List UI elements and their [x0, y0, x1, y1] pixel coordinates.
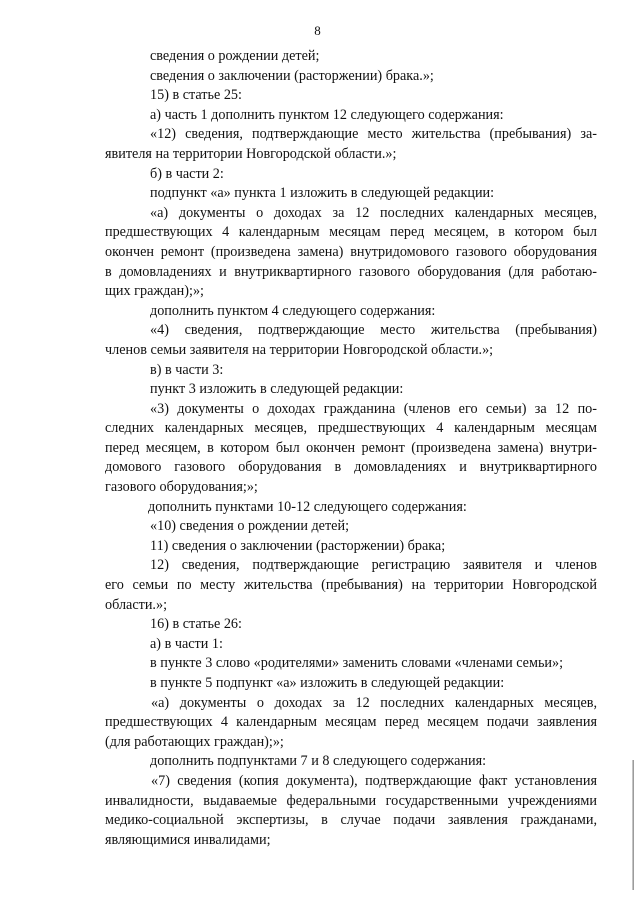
text-line: (для работающих граждан);»;	[105, 733, 284, 750]
text-line: «а) документы о доходах за 12 последних календарных месяцев,	[150, 204, 597, 221]
text-line: в) в части 3:	[150, 361, 224, 378]
text-line: области.»;	[105, 596, 168, 613]
text-line: дополнить пунктами 10-12 следующего содержания:	[148, 498, 467, 515]
text-line: «4) сведения, подтверждающие место жительства (пребывания)	[150, 322, 597, 339]
text-line: перед месяцем, в котором был окончен ремонт (произведена замена) внутри-	[105, 439, 597, 456]
text-line: медико-социальной экспертизы, в случае подачи заявления гражданами,	[105, 812, 597, 829]
text-line: подпункт «а» пункта 1 изложить в следующей редакции:	[150, 185, 495, 202]
text-line: явителя на территории Новгородской области.»;	[105, 145, 397, 162]
text-line: сведения о заключении (расторжении) брака.»;	[150, 67, 434, 84]
text-line: «7) сведения (копия документа), подтверждающие факт установления	[151, 772, 597, 789]
text-line: пункт 3 изложить в следующей редакции:	[150, 381, 404, 398]
scan-edge-shadow	[632, 760, 634, 890]
text-line: в домовладениях и внутриквартирного газового оборудования (для работаю-	[105, 263, 597, 280]
text-line: газового оборудования;»;	[105, 479, 258, 496]
text-line: б) в части 2:	[150, 165, 224, 182]
text-line: 16) в статье 26:	[150, 616, 242, 633]
document-body	[105, 47, 597, 850]
text-line: в пункте 5 подпункт «а» изложить в следующей редакции:	[150, 675, 505, 691]
page-number: 8	[314, 23, 321, 38]
text-line: домового газового оборудования в домовладениях и внутриквартирного	[105, 459, 597, 476]
text-line: 15) в статье 25:	[150, 87, 242, 104]
text-line: 11) сведения о заключении (расторжении) брака;	[150, 537, 446, 554]
text-line: а) часть 1 дополнить пунктом 12 следующего содержания:	[150, 106, 504, 123]
text-line: являющимися инвалидами;	[105, 831, 271, 848]
text-line: его семьи по месту жительства (пребывания) на территории Новгородской	[105, 577, 597, 594]
text-line: а) в части 1:	[150, 635, 223, 652]
text-line: «12) сведения, подтверждающие место жительства (пребывания) за-	[150, 126, 597, 143]
text-line: дополнить пунктом 4 следующего содержания:	[150, 302, 436, 319]
text-line: инвалидности, выдаваемые федеральными государственными учреждениями	[105, 792, 597, 809]
text-line: предшествующих 4 календарным месяцам перед месяцем, в котором был	[105, 224, 597, 241]
text-line: членов семьи заявителя на территории Новгородской области.»;	[105, 341, 494, 358]
text-line: сведения о рождении детей;	[150, 48, 320, 64]
text-line: в пункте 3 слово «родителями» заменить словами «членами семьи»;	[150, 655, 564, 672]
text-line: дополнить подпунктами 7 и 8 следующего содержания:	[150, 753, 487, 770]
text-line: «10) сведения о рождении детей;	[150, 518, 350, 535]
text-line: «3) документы о доходах гражданина (членов его семьи) за 12 по-	[150, 400, 597, 417]
text-line: предшествующих 4 календарным месяцам перед месяцем подачи заявления	[105, 714, 597, 731]
text-line: следних календарных месяцев, предшествующих 4 календарным месяцам	[105, 420, 597, 437]
text-line: «а) документы о доходах за 12 последних календарных месяцев,	[151, 694, 597, 711]
text-line: окончен ремонт (произведена замена) внутридомового газового оборудования	[105, 243, 597, 260]
text-line: щих граждан);»;	[105, 283, 204, 300]
text-line: 12) сведения, подтверждающие регистрацию заявителя и членов	[150, 557, 597, 574]
